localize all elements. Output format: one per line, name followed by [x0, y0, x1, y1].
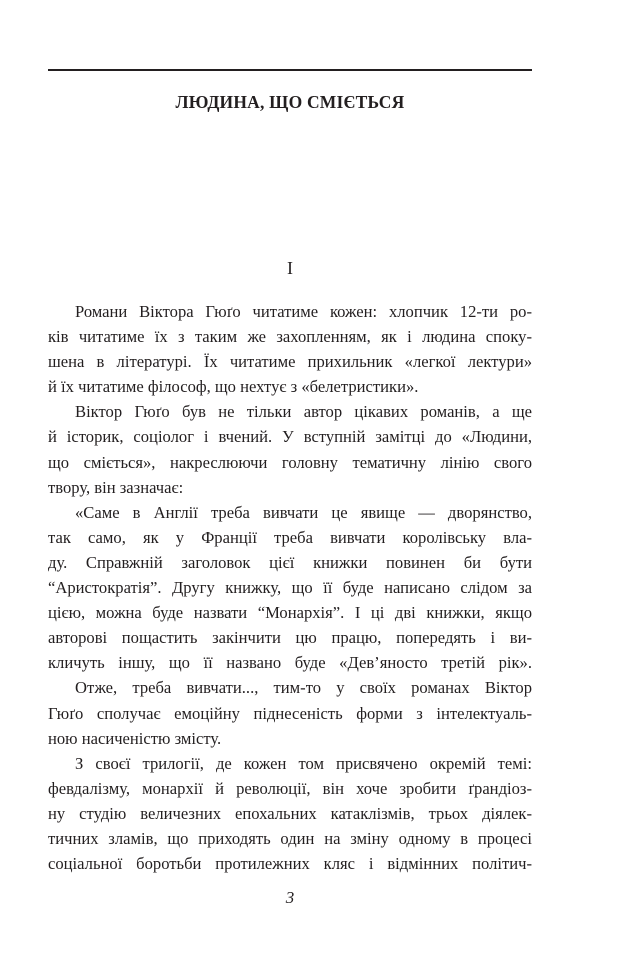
paragraph — [48, 675, 532, 750]
text-line: й історик, соціолог і вчений. У вступній замітці до «Людини, — [48, 427, 532, 447]
text-line: «Саме в Англії треба вивчати це явище — дворянство, — [75, 502, 532, 522]
text-line: ків читатиме їх з таким же захопленням, як і людина споку- — [48, 327, 532, 347]
text-line: ду. Справжній заголовок цієї книжки повинен би бути — [48, 552, 532, 572]
text-line: Отже, треба вивчати..., тим-то у своїх романах Віктор — [75, 678, 532, 698]
header-rule — [48, 69, 532, 71]
text-line: Гюґо сполучає емоційну піднесеність форми з інтелектуаль- — [48, 703, 532, 723]
text-line: авторові пощастить закінчити цю працю, попередять і ви- — [48, 628, 532, 648]
text-line: З своєї трилогії, де кожен том присвячено окремій темі: — [75, 753, 532, 773]
text-line: цією, можна буде назвати “Монархія”. І ці дві книжки, якщо — [48, 603, 532, 623]
text-line: кличуть іншу, що її названо буде «Дев’яносто третій рік». — [48, 653, 532, 673]
section-number: I — [287, 258, 293, 278]
text-line: Романи Віктора Гюґо читатиме кожен: хлопчик 12-ти ро- — [75, 302, 532, 321]
page-number: 3 — [285, 888, 295, 907]
text-line: соціальної боротьби протилежних кляс і відмінних політич- — [48, 854, 532, 874]
text-line: шена в літературі. Їх читатиме прихильник «легкої лектури» — [48, 352, 532, 372]
text-line: ну студію величезних епохальних катаклізмів, трьох діялек- — [48, 803, 532, 823]
text-line: що сміється», накреслюючи головну тематичну лінію свого — [48, 452, 532, 472]
quote-paragraph — [48, 500, 532, 676]
text-line: Віктор Гюґо був не тільки автор цікавих романів, а ще — [75, 402, 532, 422]
text-line: так само, як у Франції треба вивчати королівську вла- — [48, 527, 532, 547]
chapter-title: ЛЮДИНА, ЩО СМІЄТЬСЯ — [175, 92, 405, 112]
text-line: й їх читатиме філософ, що нехтує з «белетристики». — [48, 377, 419, 397]
text-line: твору, він зазначає: — [48, 477, 184, 497]
body-text — [48, 299, 532, 876]
paragraph — [48, 299, 532, 399]
paragraph — [48, 399, 532, 499]
text-line: ною насиченістю змісту. — [48, 728, 222, 748]
text-line: “Аристократія”. Другу книжку, що її буде написано слідом за — [48, 578, 532, 598]
text-line: февдалізму, монархії й революції, він хоче зробити ґрандіоз- — [48, 778, 532, 798]
paragraph — [48, 751, 532, 876]
text-line: тичних зламів, що приходять один на зміну одному в процесі — [48, 828, 532, 848]
